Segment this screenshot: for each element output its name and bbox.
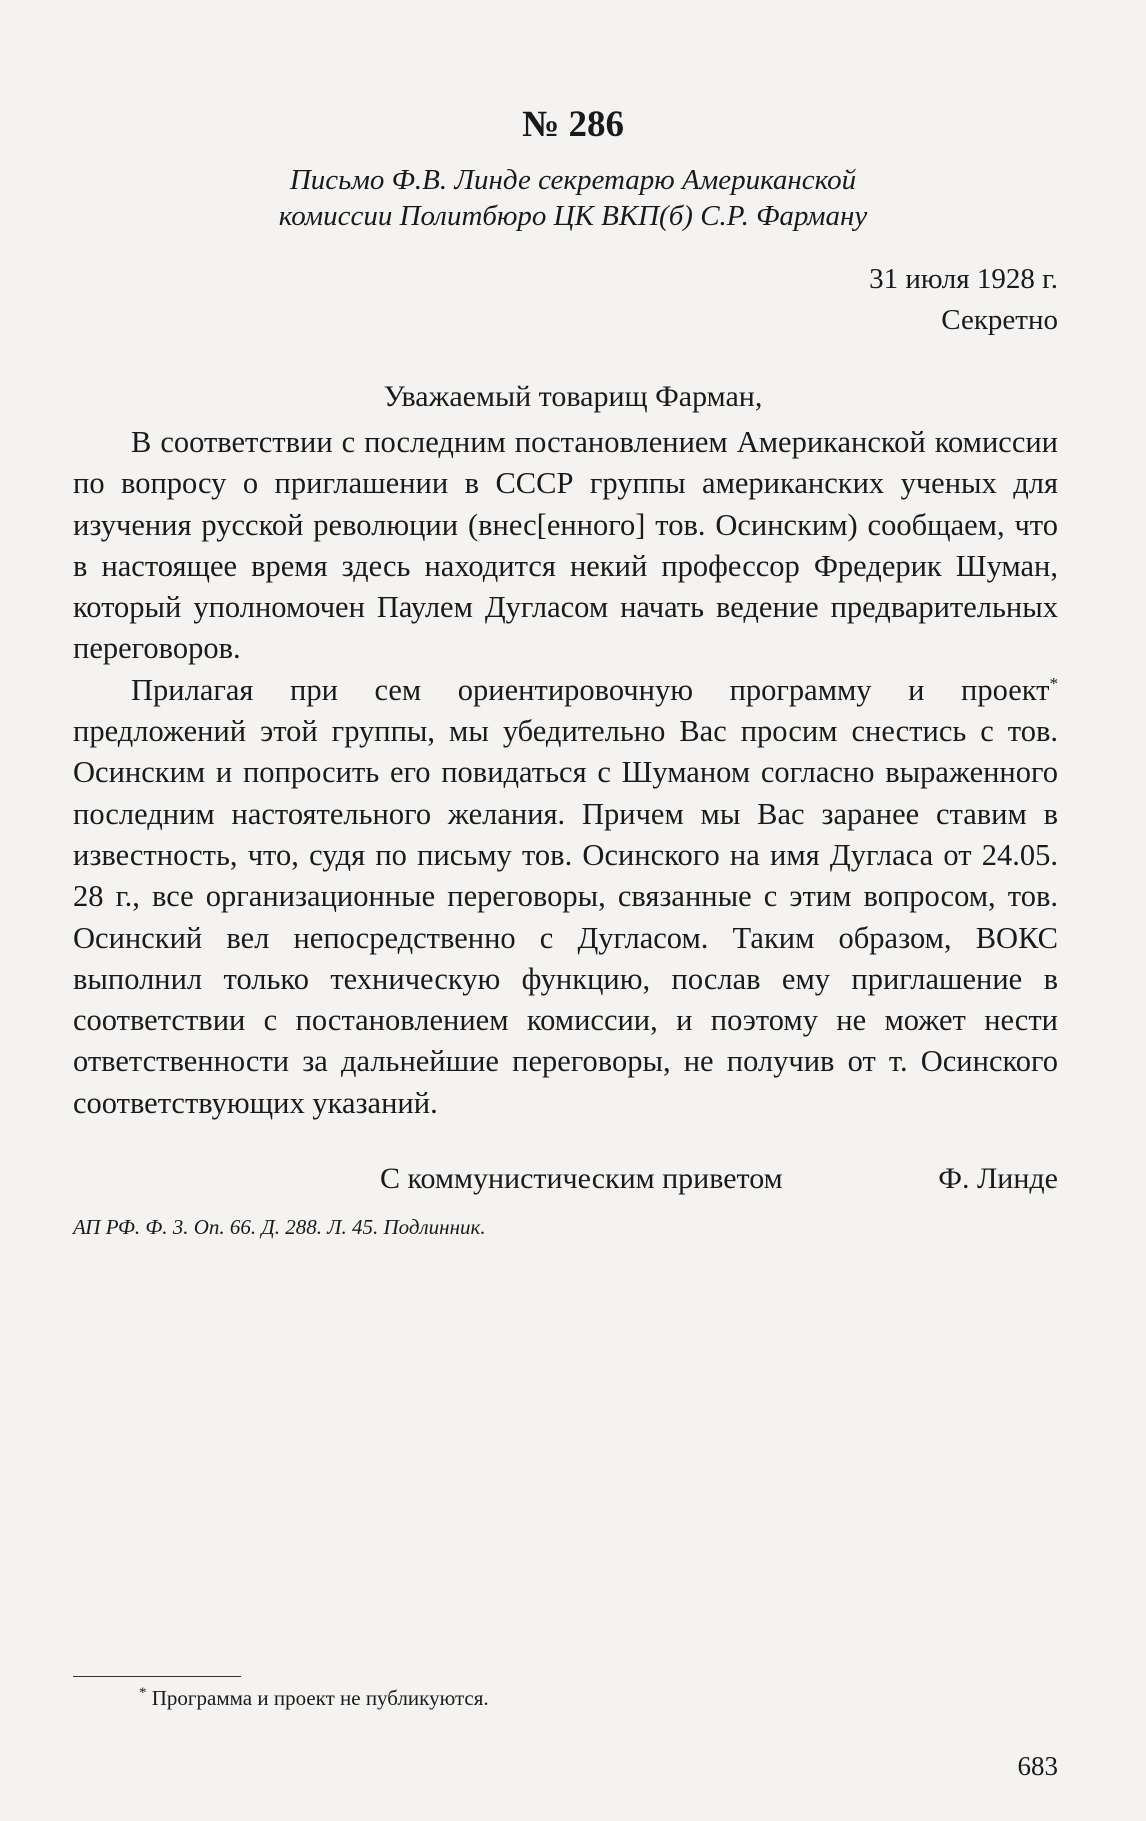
document-title [0, 162, 1146, 234]
paragraph-2-end: предложений этой группы, мы убедительно Вас просим снестись с тов. Осинским и попросить его повидаться с Шуманом согласно выраженного последним настоятельного желания. Причем мы Вас заранее ставим в известность, что, судя по письму тов. Осинского на имя Дугласа от 24.05. 28 г., все организационные переговоры, связанные с этим вопросом, тов. Осинский вел непосредственно с Дугласом. Таким образом, ВОКС выполнил только техническую функцию, послав ему приглашение в соответствии с постановлением комиссии, и поэтому не может нести ответственности за дальнейшие переговоры, не получив от т. Осинского соответствующих указаний. [73, 714, 1058, 1120]
footnote-star: * [139, 1685, 147, 1701]
paragraph-2 [73, 670, 1058, 1124]
document-date: 31 июля 1928 г. [869, 263, 1058, 295]
document-title-line-2: комиссии Политбюро ЦК ВКП(б) С.Р. Фарману [278, 200, 868, 232]
document-title-line-1: Письмо Ф.В. Линде секретарю Американской [289, 164, 857, 196]
archive-source: АП РФ. Ф. 3. Оп. 66. Д. 288. Л. 45. Подлинник. [73, 1215, 486, 1239]
classification-mark: Секретно [941, 304, 1058, 336]
letter-body [73, 422, 1058, 1124]
footnote-text: Программа и проект не публикуются. [146, 1686, 489, 1710]
closing-line [380, 1162, 1058, 1196]
salutation: Уважаемый товарищ Фарман, [383, 380, 763, 413]
document-number: № 286 [522, 104, 624, 145]
paragraph-1: В соответствии с последним постановлением Американской комиссии по вопросу о приглашении в СССР группы американских ученых для изучения русской революции (внес[енного] тов. Осинским) сообщаем, что в настоящее время здесь находится некий профессор Фредерик Шуман, который уполномочен Паулем Дугласом начать ведение предварительных переговоров. [73, 425, 1058, 666]
signature: Ф. Линде [938, 1162, 1058, 1195]
footnote-reference: * [1049, 673, 1058, 693]
page-number: 683 [1017, 1751, 1058, 1781]
footnote [139, 1686, 489, 1711]
footnote-divider [73, 1676, 241, 1677]
closing-phrase: С коммунистическим приветом [380, 1162, 783, 1195]
paragraph-2-start: Прилагая при сем ориентировочную программу и проект [131, 672, 1050, 707]
